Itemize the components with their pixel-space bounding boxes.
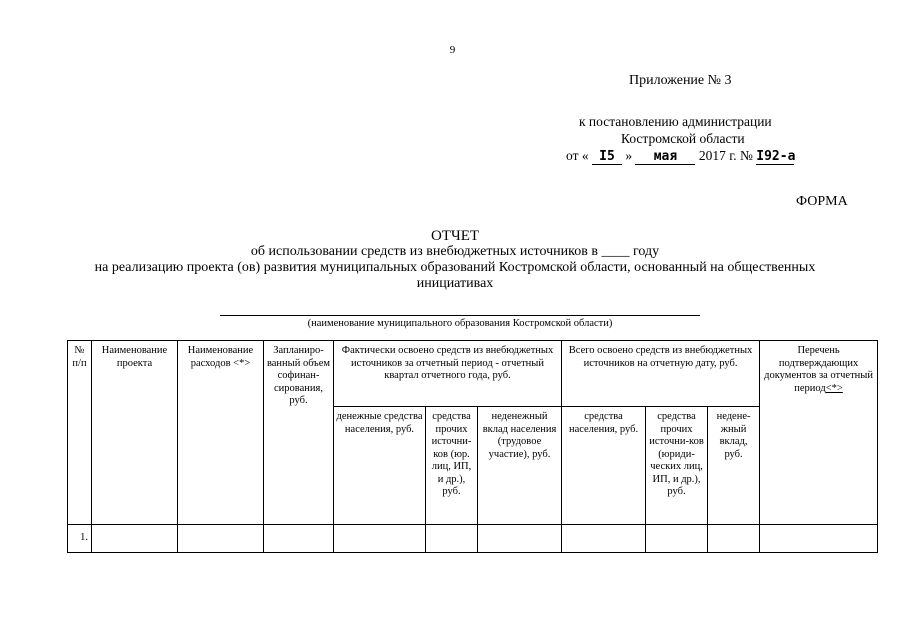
- municipality-caption: (наименование муниципального образования Костромской области): [307, 318, 613, 329]
- decree-number: I92-а: [756, 149, 796, 164]
- table-cell[interactable]: [178, 525, 264, 553]
- report-title: [60, 228, 850, 292]
- header-supporting-docs-label: Перечень подтверждающих документов за отчетный период: [764, 345, 873, 394]
- decree-day: I5: [592, 150, 622, 165]
- decree-year-label: 2017 г. №: [698, 148, 753, 163]
- header-expense-name: Наименование расходов <*>: [178, 341, 264, 525]
- report-title-line-2: об использовании средств из внебюджетных источников в ____ году: [250, 244, 660, 259]
- header-actual-cash-population: денежные средства населения, руб.: [334, 407, 426, 525]
- page-number: 9: [449, 44, 456, 56]
- header-project-name: Наименование проекта: [92, 341, 178, 525]
- decree-date-line: [566, 148, 794, 165]
- table-cell[interactable]: [708, 525, 760, 553]
- header-total-nonmonetary: недене-жный вклад, руб.: [708, 407, 760, 525]
- table-cell[interactable]: [426, 525, 478, 553]
- row-number: 1.: [68, 525, 92, 553]
- header-planned-cofinancing: Запланиро-ванный объем софинан-сирования, руб.: [264, 341, 334, 525]
- report-table: [67, 340, 878, 553]
- table-cell[interactable]: [478, 525, 562, 553]
- decree-month: мая: [635, 150, 695, 165]
- table-cell[interactable]: [646, 525, 708, 553]
- municipality-underline: [220, 315, 700, 316]
- header-actual-other-sources: средства прочих источни-ков (юр. лиц, ИП, и др.), руб.: [426, 407, 478, 525]
- header-total-spent: Всего освоено средств из внебюджетных источников на отчетную дату, руб.: [562, 341, 760, 407]
- decree-quote-close: »: [625, 148, 633, 163]
- decree-line-1: к постановлению администрации: [579, 114, 772, 129]
- table-row: [68, 525, 878, 553]
- header-total-other-sources: средства прочих источни-ков (юриди-ческих лиц, ИП, и др.), руб.: [646, 407, 708, 525]
- table-cell[interactable]: [760, 525, 878, 553]
- decree-line-2: Костромской области: [621, 131, 745, 146]
- header-actual-spent: Фактически освоено средств из внебюджетных источников за отчетный период - отчетный квартал отчетного года, руб.: [334, 341, 562, 407]
- report-title-line-1: ОТЧЕТ: [430, 228, 480, 244]
- header-total-population-funds: средства населения, руб.: [562, 407, 646, 525]
- table-header-row-1: [68, 341, 878, 407]
- form-label: ФОРМА: [796, 194, 848, 209]
- appendix-heading: Приложение № 3: [629, 73, 732, 88]
- decree-from-label: от «: [566, 148, 589, 163]
- footnote-link[interactable]: <*>: [825, 382, 843, 394]
- header-num: № п/п: [68, 341, 92, 525]
- header-actual-nonmonetary: неденежный вклад населения (трудовое участие), руб.: [478, 407, 562, 525]
- table-cell[interactable]: [334, 525, 426, 553]
- report-title-line-3: на реализацию проекта (ов) развития муниципальных образований Костромской области, основанный на общественных инициативах: [94, 260, 816, 291]
- table-cell[interactable]: [92, 525, 178, 553]
- table-cell[interactable]: [562, 525, 646, 553]
- header-supporting-docs: [760, 341, 878, 525]
- table-cell[interactable]: [264, 525, 334, 553]
